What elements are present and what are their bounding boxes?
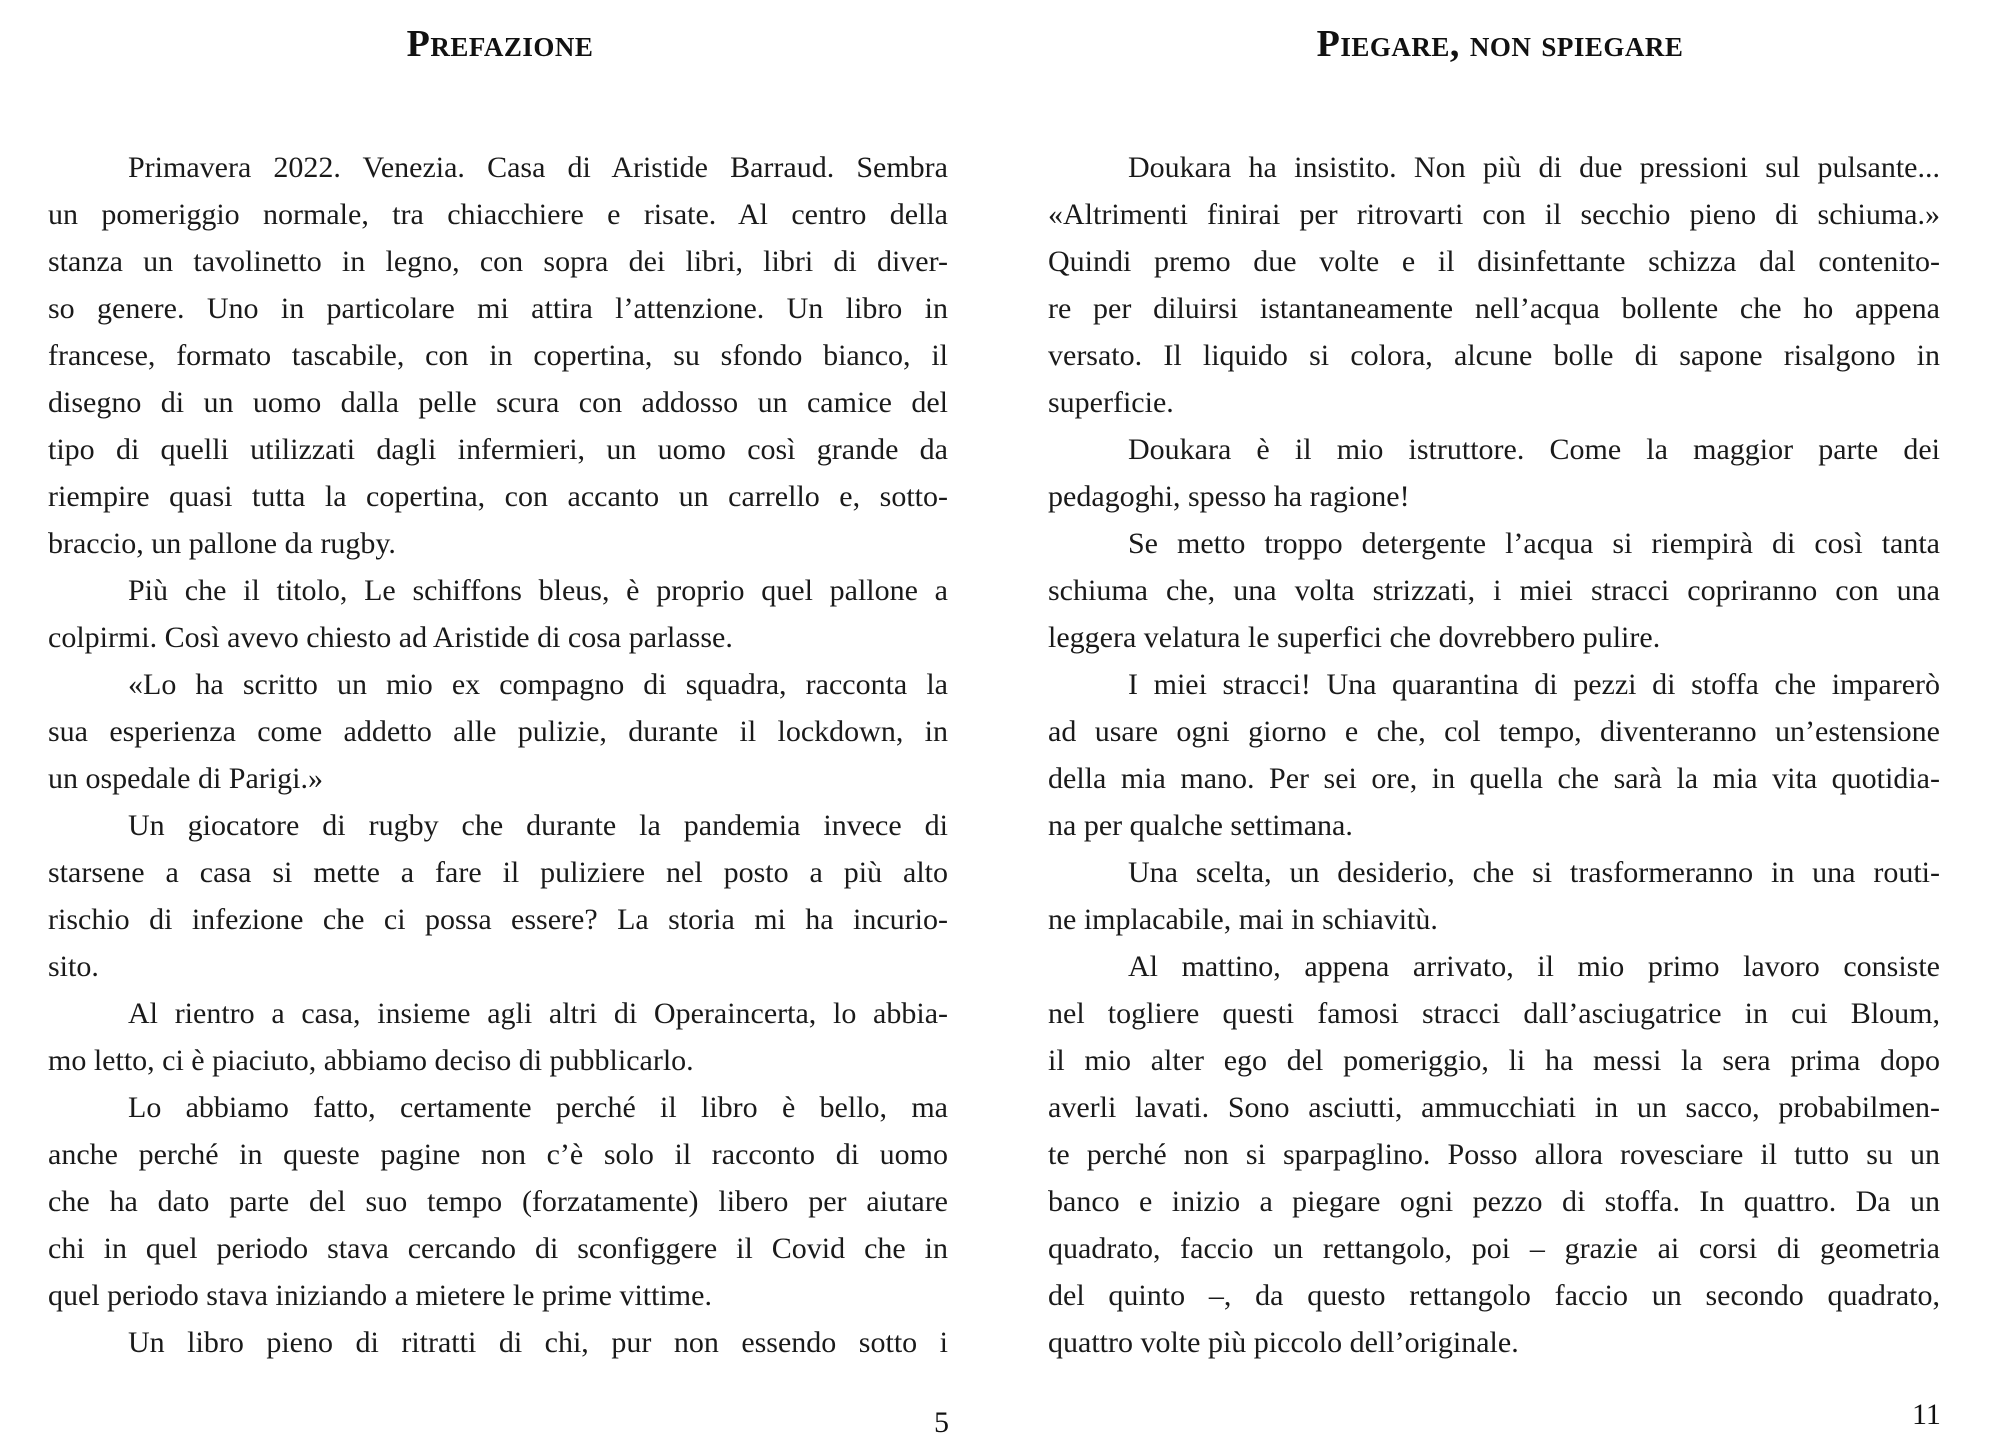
text-line: banco e inizio a piegare ogni pezzo di stoffa. In quattro. Da un <box>1048 1185 1940 1218</box>
text-line: «Altrimenti finirai per ritrovarti con il secchio pieno di schiuma.» <box>1048 198 1940 231</box>
text-line: chi in quel periodo stava cercando di sconfiggere il Covid che in <box>48 1232 948 1265</box>
text-line: te perché non si sparpaglino. Posso allora rovesciare il tutto su un <box>1048 1138 1940 1171</box>
page-number: 5 <box>934 1406 949 1439</box>
text-line: un pomeriggio normale, tra chiacchiere e risate. Al centro della <box>48 198 948 231</box>
text-line: ne implacabile, mai in schiavitù. <box>1048 903 1438 936</box>
text-line: il mio alter ego del pomeriggio, li ha messi la sera prima dopo <box>1048 1044 1940 1077</box>
text-line: disegno di un uomo dalla pelle scura con addosso un camice del <box>48 386 948 419</box>
text-line: Doukara è il mio istruttore. Come la maggior parte dei <box>1128 433 1940 466</box>
text-line: Più che il titolo, Le schiffons bleus, è proprio quel pallone a <box>128 574 948 607</box>
text-line: Primavera 2022. Venezia. Casa di Aristide Barraud. Sembra <box>128 151 948 184</box>
text-line: anche perché in queste pagine non c’è solo il racconto di uomo <box>48 1138 948 1171</box>
text-line: starsene a casa si mette a fare il puliziere nel posto a più alto <box>48 856 948 889</box>
text-line: Una scelta, un desiderio, che si trasformeranno in una routi- <box>1128 856 1940 889</box>
chapter-title: Piegare, non spiegare <box>1316 23 1684 65</box>
text-line: quel periodo stava iniziando a mietere le prime vittime. <box>48 1279 712 1312</box>
text-line: un ospedale di Parigi.» <box>48 762 323 795</box>
text-line: mo letto, ci è piaciuto, abbiamo deciso di pubblicarlo. <box>48 1044 694 1077</box>
text-line: re per diluirsi istantaneamente nell’acqua bollente che ho appena <box>1048 292 1940 325</box>
text-line: Quindi premo due volte e il disinfettante schizza dal contenito- <box>1048 245 1940 278</box>
text-line: stanza un tavolinetto in legno, con sopra dei libri, libri di diver- <box>48 245 948 278</box>
text-line: so genere. Uno in particolare mi attira l’attenzione. Un libro in <box>48 292 948 325</box>
text-line: braccio, un pallone da rugby. <box>48 527 396 560</box>
text-line: Doukara ha insistito. Non più di due pressioni sul pulsante... <box>1128 151 1940 184</box>
text-line: Al rientro a casa, insieme agli altri di Operaincerta, lo abbia- <box>128 997 948 1030</box>
text-line: ad usare ogni giorno e che, col tempo, diventeranno un’estensione <box>1048 715 1940 748</box>
text-line: leggera velatura le superfici che dovrebbero pulire. <box>1048 621 1661 654</box>
right-page <box>1000 0 2000 1431</box>
text-line: I miei stracci! Una quarantina di pezzi di stoffa che imparerò <box>1128 668 1940 701</box>
text-line: tipo di quelli utilizzati dagli infermieri, un uomo così grande da <box>48 433 948 466</box>
body-text <box>48 144 948 1366</box>
text-line: sua esperienza come addetto alle pulizie, durante il lockdown, in <box>48 715 948 748</box>
text-line: pedagoghi, spesso ha ragione! <box>1048 480 1410 513</box>
text-line: riempire quasi tutta la copertina, con accanto un carrello e, sotto- <box>48 480 948 513</box>
text-line: quattro volte più piccolo dell’originale. <box>1048 1326 1519 1359</box>
body-text <box>1048 144 1940 1366</box>
text-line: del quinto –, da questo rettangolo faccio un secondo quadrato, <box>1048 1279 1940 1312</box>
text-line: averli lavati. Sono asciutti, ammucchiati in un sacco, probabilmen- <box>1048 1091 1940 1124</box>
text-line: Lo abbiamo fatto, certamente perché il libro è bello, ma <box>128 1091 948 1124</box>
text-line: Se metto troppo detergente l’acqua si riempirà di così tanta <box>1128 527 1940 560</box>
text-line: che ha dato parte del suo tempo (forzatamente) libero per aiutare <box>48 1185 948 1218</box>
text-line: superficie. <box>1048 386 1174 419</box>
text-line: nel togliere questi famosi stracci dall’asciugatrice in cui Bloum, <box>1048 997 1940 1030</box>
text-line: rischio di infezione che ci possa essere? La storia mi ha incurio- <box>48 903 948 936</box>
text-line: Un giocatore di rugby che durante la pandemia invece di <box>128 809 948 842</box>
text-line: colpirmi. Così avevo chiesto ad Aristide di cosa parlasse. <box>48 621 733 654</box>
text-line: Al mattino, appena arrivato, il mio primo lavoro consiste <box>1128 950 1940 983</box>
text-line: della mia mano. Per sei ore, in quella che sarà la mia vita quotidia- <box>1048 762 1940 795</box>
chapter-title: Prefazione <box>406 23 594 65</box>
text-line: «Lo ha scritto un mio ex compagno di squadra, racconta la <box>128 668 948 701</box>
text-line: Un libro pieno di ritratti di chi, pur non essendo sotto i <box>128 1326 948 1359</box>
page-number: 11 <box>1912 1398 1941 1431</box>
text-line: quadrato, faccio un rettangolo, poi – grazie ai corsi di geometria <box>1048 1232 1940 1265</box>
text-line: versato. Il liquido si colora, alcune bolle di sapone risalgono in <box>1048 339 1940 372</box>
text-line: na per qualche settimana. <box>1048 809 1353 842</box>
text-line: francese, formato tascabile, con in copertina, su sfondo bianco, il <box>48 339 948 372</box>
text-line: sito. <box>48 950 99 983</box>
text-line: schiuma che, una volta strizzati, i miei stracci copriranno con una <box>1048 574 1940 607</box>
